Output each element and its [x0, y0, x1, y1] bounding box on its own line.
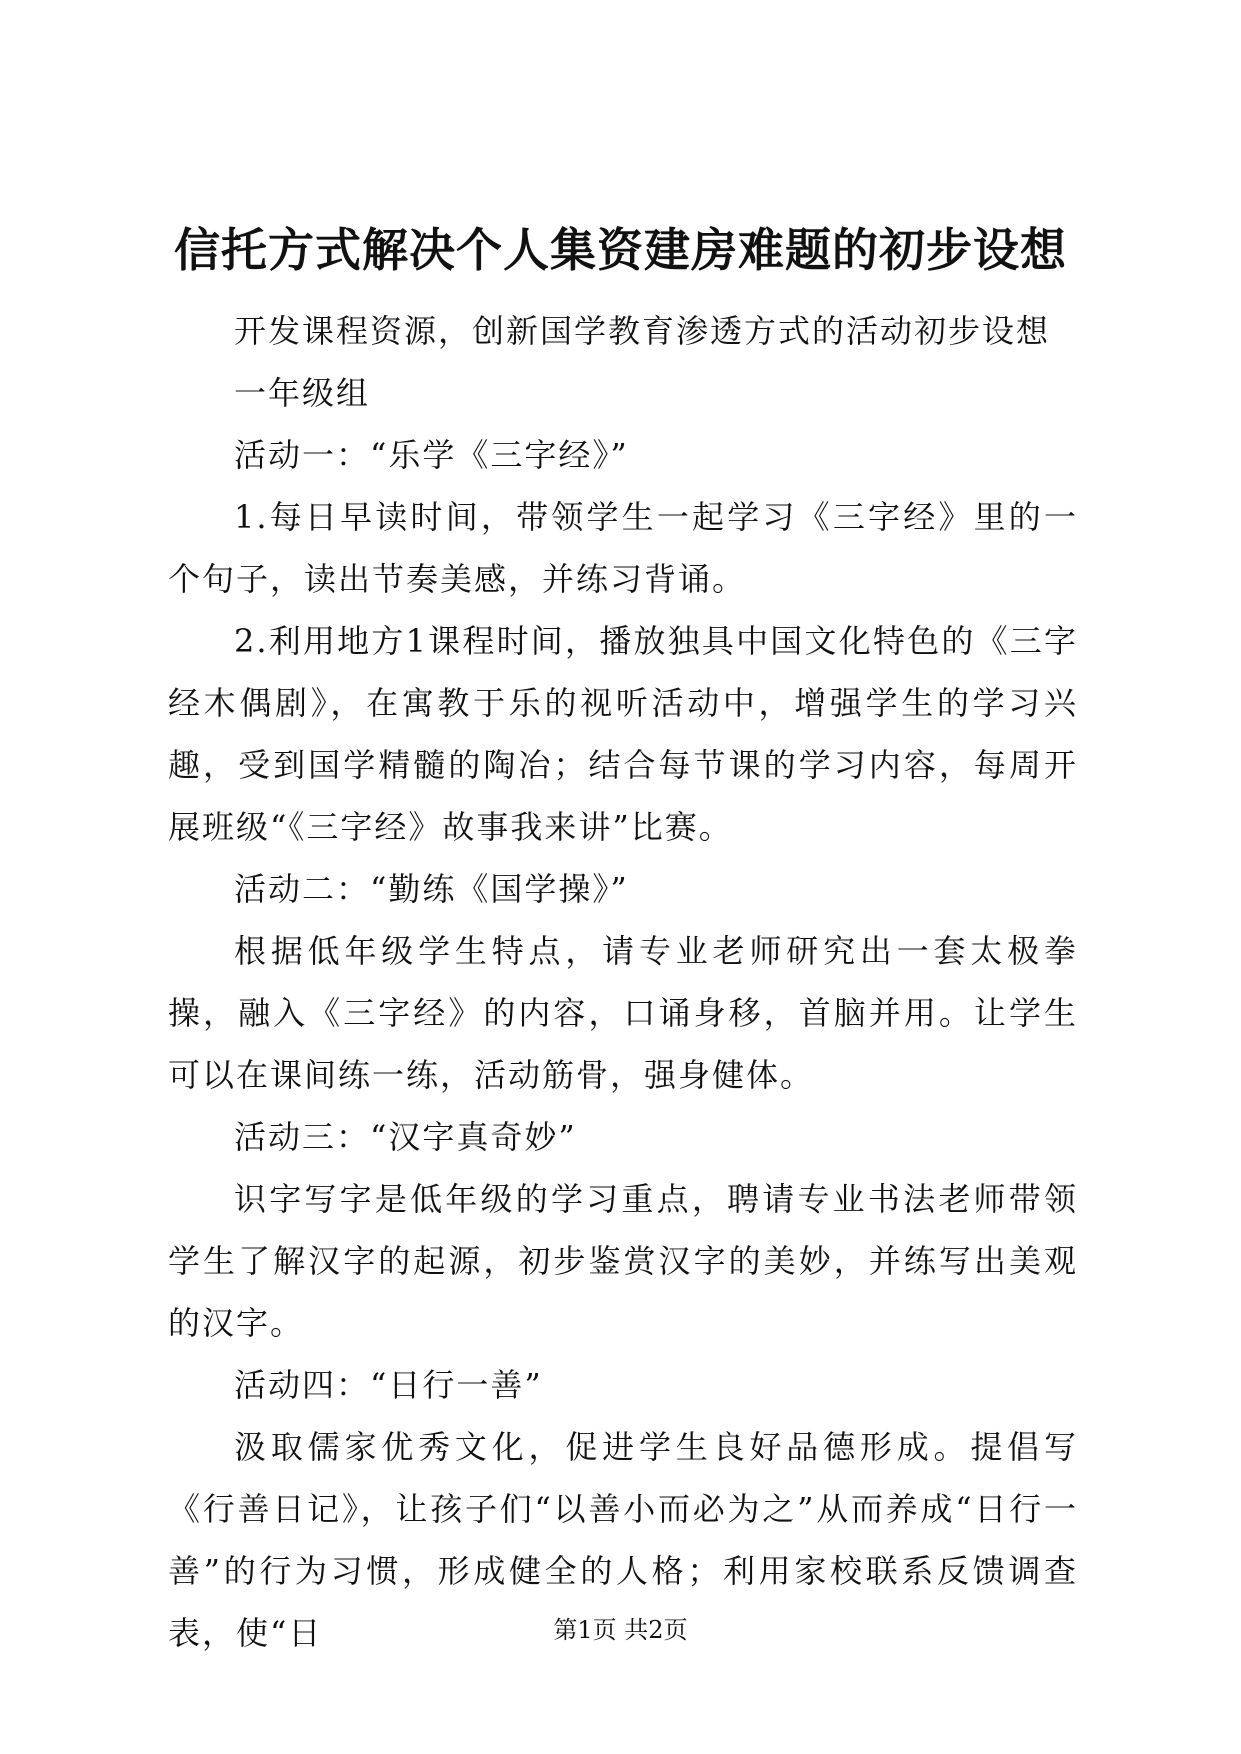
paragraph-activity-three-body: 识字写字是低年级的学习重点，聘请专业书法老师带领学生了解汉字的起源，初步鉴赏汉字的美妙，并练写出美观的汉字。 — [168, 1180, 1078, 1342]
paragraph-activity-one-heading: 活动一：“乐学《三字经》” — [234, 436, 629, 474]
page-number-footer: 第1页 共2页 — [553, 1616, 688, 1644]
paragraph-activity-one-item-2: 2.利用地方1课程时间，播放独具中国文化特色的《三字经木偶剧》，在寓教于乐的视听活动中，增强学生的学习兴趣，受到国学精髓的陶冶；结合每节课的学习内容，每周开展班级“《三字经》故事我来讲”比赛。 — [168, 622, 1078, 846]
paragraph-activity-three-heading: 活动三：“汉字真奇妙” — [234, 1118, 577, 1156]
paragraph-subtitle: 开发课程资源，创新国学教育渗透方式的活动初步设想 — [234, 312, 1051, 350]
paragraph-activity-four-body: 汲取儒家优秀文化，促进学生良好品德形成。提倡写《行善日记》，让孩子们“以善小而必为之”从而养成“日行一善”的行为习惯，形成健全的人格；利用家校联系反馈调查表，使“日 — [168, 1428, 1078, 1652]
paragraph-grade-group: 一年级组 — [234, 374, 371, 412]
paragraph-activity-four-heading: 活动四：“日行一善” — [234, 1366, 543, 1404]
document-title: 信托方式解决个人集资建房难题的初步设想 — [174, 223, 1067, 277]
paragraph-activity-two-body: 根据低年级学生特点，请专业老师研究出一套太极拳操，融入《三字经》的内容，口诵身移，首脑并用。让学生可以在课间练一练，活动筋骨，强身健体。 — [168, 932, 1078, 1094]
paragraph-activity-two-heading: 活动二：“勤练《国学操》” — [234, 870, 629, 908]
document-body — [168, 300, 1078, 1664]
paragraph-activity-one-item-1: 1.每日早读时间，带领学生一起学习《三字经》里的一个句子，读出节奏美感，并练习背诵。 — [168, 498, 1078, 598]
